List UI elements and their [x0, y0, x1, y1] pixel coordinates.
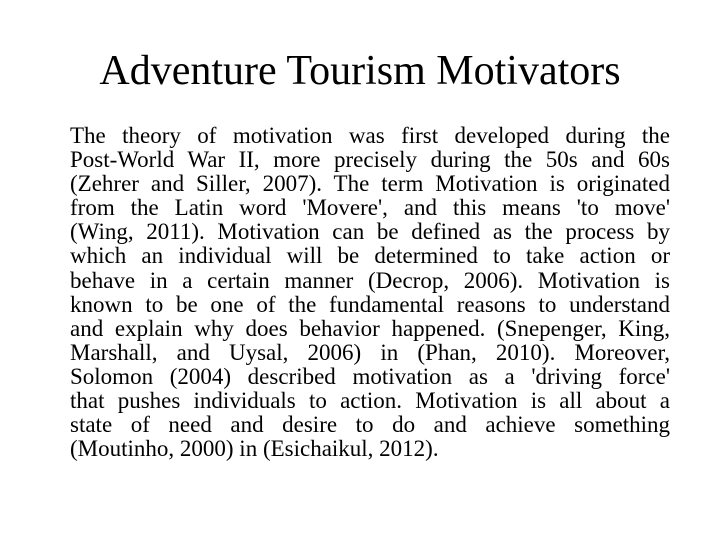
body-line: state of need and desire to do and achieve something: [70, 412, 670, 438]
body-line: that pushes individuals to action. Motivation is all about a: [70, 388, 670, 414]
body-line: which an individual will be determined to take action or: [70, 243, 670, 269]
body-line: The theory of motivation was first developed during the: [70, 123, 670, 148]
body-line: (Moutinho, 2000) in (Esichaikul, 2012).: [70, 436, 439, 462]
body-paragraph: [70, 124, 670, 461]
body-line: Post-World War II, more precisely during the 50s and 60s: [70, 147, 670, 173]
body-line: Marshall, and Uysal, 2006) in (Phan, 2010). Moreover,: [70, 339, 670, 365]
body-line: known to be one of the fundamental reasons to understand: [70, 291, 670, 317]
body-line: and explain why does behavior happened. (Snepenger, King,: [70, 315, 670, 341]
body-line: (Wing, 2011). Motivation can be defined as the process by: [70, 219, 670, 245]
body-line: (Zehrer and Siller, 2007). The term Motivation is originated: [70, 171, 670, 197]
body-line: Solomon (2004) described motivation as a 'driving force': [70, 363, 670, 389]
slide-title: Adventure Tourism Motivators: [99, 48, 621, 94]
body-line: behave in a certain manner (Decrop, 2006). Motivation is: [70, 267, 670, 293]
body-line: from the Latin word 'Movere', and this means 'to move': [70, 195, 670, 221]
